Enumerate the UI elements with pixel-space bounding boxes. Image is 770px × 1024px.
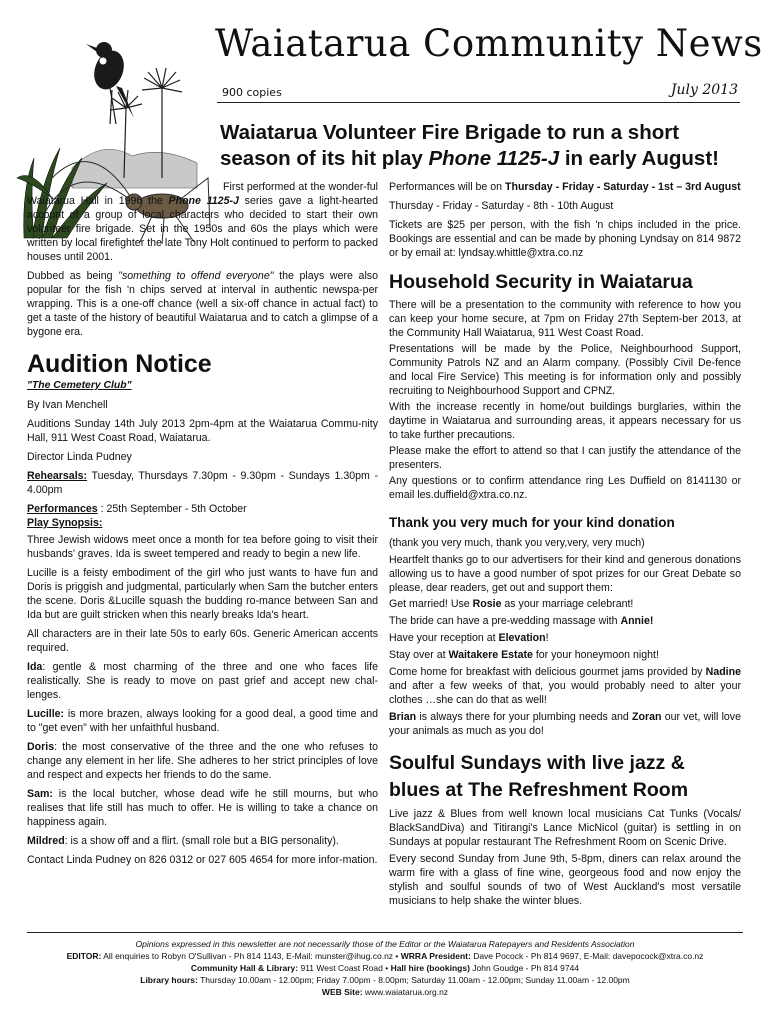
sponsor-nadine: Come home for breakfast with delicious gourmet jams provided by Nadine and after a few weeks of that, you would probably need to alter your clothes …she can do that as well! — [389, 666, 741, 706]
disclaimer: Opinions expressed in this newsletter are not necessarily those of the Editor or the Waiatarua Ratepayers and Residents Association — [135, 939, 635, 949]
hall-line: Community Hall & Library: 911 West Coast Road • Hall hire (bookings) John Goudge - Ph 814 9744 — [190, 963, 580, 973]
security-paragraph-3: With the increase recently in home/out buildings burglaries, within the daytime in Waiatarua and surrounding areas, it appears necessary for us to take further precautions. — [389, 401, 741, 441]
security-paragraph-1: There will be a presentation to the community with reference to how you can keep your home secure, at 7pm on Friday 27th Septem-ber 2013, at the Community Hall Waiatarua, 911 West Coast Road. — [389, 299, 741, 339]
print-run: 900 copies — [222, 86, 282, 99]
ticket-info: Tickets are $25 per person, with the fish 'n chips included in the price. Bookings are essential and can be made by phoning Lyndsay on 814 9872 or by email at: lyndsay.whittle@xtra.co.nz — [389, 219, 741, 259]
performances: Performances : 25th September - 5th October — [27, 503, 247, 515]
right-column — [389, 180, 741, 908]
character-mildred: Mildred: is a show off and a flirt. (small role but a BIG personality). — [27, 835, 339, 847]
jazz-paragraph-1: Live jazz & Blues from well known local musicians Cat Tunks (Vocals/ BlackSandDiva) and Titirangi's Lance MicNicol (guitar) is settling in on Sundays at popular restaurant The Refreshment Room on Scenic Drive. — [389, 808, 741, 848]
audition-details: Auditions Sunday 14th July 2013 2pm-4pm at the Waiatarua Commu-nity Hall, 911 West Coast Road, Waiatarua. — [27, 418, 378, 444]
audition-heading: Audition Notice — [27, 350, 212, 378]
lead-paragraph-1: First performed at the wonder-ful Waiatarua Hall in 1996 the Phone 1125-J series gave a light-hearted account of a group of local characters who decided to start their own volunteer fire brigade. Set in the 1950s and 60s the plays which were written by local firefighter the late Tony Holt continued to perform to packed houses until 2001. — [27, 181, 378, 263]
sponsor-brian-zoran: Brian is always there for your plumbing needs and Zoran our vet, will love your animals as much as you do! — [389, 711, 741, 737]
performance-dates-1: Performances will be on Thursday - Friday - Saturday - 1st – 3rd August — [389, 181, 741, 193]
play-title: "The Cemetery Club" — [27, 380, 132, 391]
header-divider — [217, 102, 740, 103]
left-column — [27, 180, 378, 867]
character-doris: Doris: the most conservative of the three and the one who refuses to change any element in her life. She adheres to her strict principles of love and respect and expects her friends to do the same. — [27, 741, 378, 781]
character-lucille: Lucille: is more brazen, always looking for a good deal, a good time and to "get even" with her unfaithful husband. — [27, 708, 378, 734]
audition-contact: Contact Linda Pudney on 826 0312 or 027 605 4654 for more infor-mation. — [27, 854, 378, 866]
library-line: Library hours: Thursday 10.00am - 12.00pm; Friday 7.00pm - 8.00pm; Saturday 11.00am - 12.00pm; Sunday 11.00am - 12.00pm — [140, 975, 630, 985]
synopsis-2: Lucille is a feisty embodiment of the girl who just wants to have fun and Doris is priggish and judgmental, particularly when Sam the butcher enters the scene. Doris &Lucille squash the budding ro-mance between San and Ida but are guilt stricken when this nearly breaks Ida's heart. — [27, 567, 378, 621]
security-paragraph-4: Please make the effort to attend so that I can justify the attendance of the presenters. — [389, 445, 741, 471]
security-heading: Household Security in Waiatarua — [389, 271, 693, 293]
director: Director Linda Pudney — [27, 451, 132, 463]
synopsis-3: All characters are in their late 50s to early 60s. Generic American accents required. — [27, 628, 378, 654]
synopsis-label: Play Synopsis: — [27, 517, 103, 529]
masthead-title: Waiatarua Community News — [215, 22, 763, 65]
footer — [20, 938, 750, 998]
sponsor-waitakere-estate: Stay over at Waitakere Estate for your honeymoon night! — [389, 649, 659, 661]
lead-headline: Waiatarua Volunteer Fire Brigade to run a short season of its hit play Phone 1125-J in early August! — [220, 121, 719, 170]
character-ida: Ida: gentle & most charming of the three and one who faces life realistically. She is ready to move on past grief and accept new chal-lenges. — [27, 661, 378, 701]
character-sam: Sam: is the local butcher, whose dead wife he still mourns, but who realises that life still has much to offer. He is willing to take a chance on happiness again. — [27, 788, 378, 828]
website-line: WEB Site: www.waiatarua.org.nz — [321, 987, 449, 997]
rehearsals: Rehearsals: Tuesday, Thursdays 7.30pm - 9.30pm - Sundays 1.30pm - 4.00pm — [27, 470, 378, 496]
security-paragraph-5: Any questions or to confirm attendance ring Les Duffield on 8141130 or email les.duffield@xtra.co.nz. — [389, 475, 741, 501]
thanks-paragraph: Heartfelt thanks go to our advertisers for their kind and generous donations allowing us to have a good number of spot prizes for our Great Debate so please, dear readers, get out and support them: — [389, 554, 741, 594]
sponsor-elevation: Have your reception at Elevation! — [389, 632, 549, 644]
editor-line: EDITOR: All enquiries to Robyn O'Sullivan - Ph 814 1143, E-Mail: munster@ihug.co.nz • WRRA President: Dave Pocock - Ph 814 9697, E-Mail: davepocock@xtra.co.nz — [66, 951, 704, 961]
synopsis-1: Three Jewish widows meet once a month for tea before going to visit their husbands' graves. Ida is sweet tempered and ready to begin a new life. — [27, 534, 378, 560]
thanks-heading: Thank you very much for your kind donation — [389, 515, 675, 530]
jazz-heading: Soulful Sundays with live jazz & blues at The Refreshment Room — [389, 752, 689, 801]
jazz-paragraph-2: Every second Sunday from June 9th, 5-8pm, diners can relax around the warm fire with a glass of fine wine, georgeous food and now enjoy the stylish and soulful sounds of two of West Auckland's most versatile musicians to help shake the winter blues. — [389, 853, 741, 907]
lead-paragraph-2: Dubbed as being "something to offend everyone" the plays were also popular for the fish 'n chips served at interval in authentic newspa-per wrapping. This is a one-off chance (well a six-off chance in actual fact) to get a taste of the history of beautiful Waiatarua and to catch a glimpse of a bygone era. — [27, 270, 378, 338]
performance-dates-2: Thursday - Friday - Saturday - 8th - 10th August — [389, 200, 614, 212]
sponsor-annie: The bride can have a pre-wedding massage with Annie! — [389, 615, 654, 627]
security-paragraph-2: Presentations will be made by the Police, Neighbourhood Support, Community Patrols NZ and an Alarm company. (Possibly Civil De-fence and local Fire Service) This meeting is for information only and possibly recruiting to Neighbourhood Support and CPNZ. — [389, 343, 741, 397]
thanks-subheading: (thank you very much, thank you very,very, very much) — [389, 537, 645, 549]
issue-date: July 2013 — [670, 82, 738, 98]
sponsor-rosie: Get married! Use Rosie as your marriage celebrant! — [389, 598, 634, 610]
footer-divider — [27, 932, 743, 933]
play-author: By Ivan Menchell — [27, 399, 108, 411]
tui-bird-icon — [86, 42, 134, 124]
